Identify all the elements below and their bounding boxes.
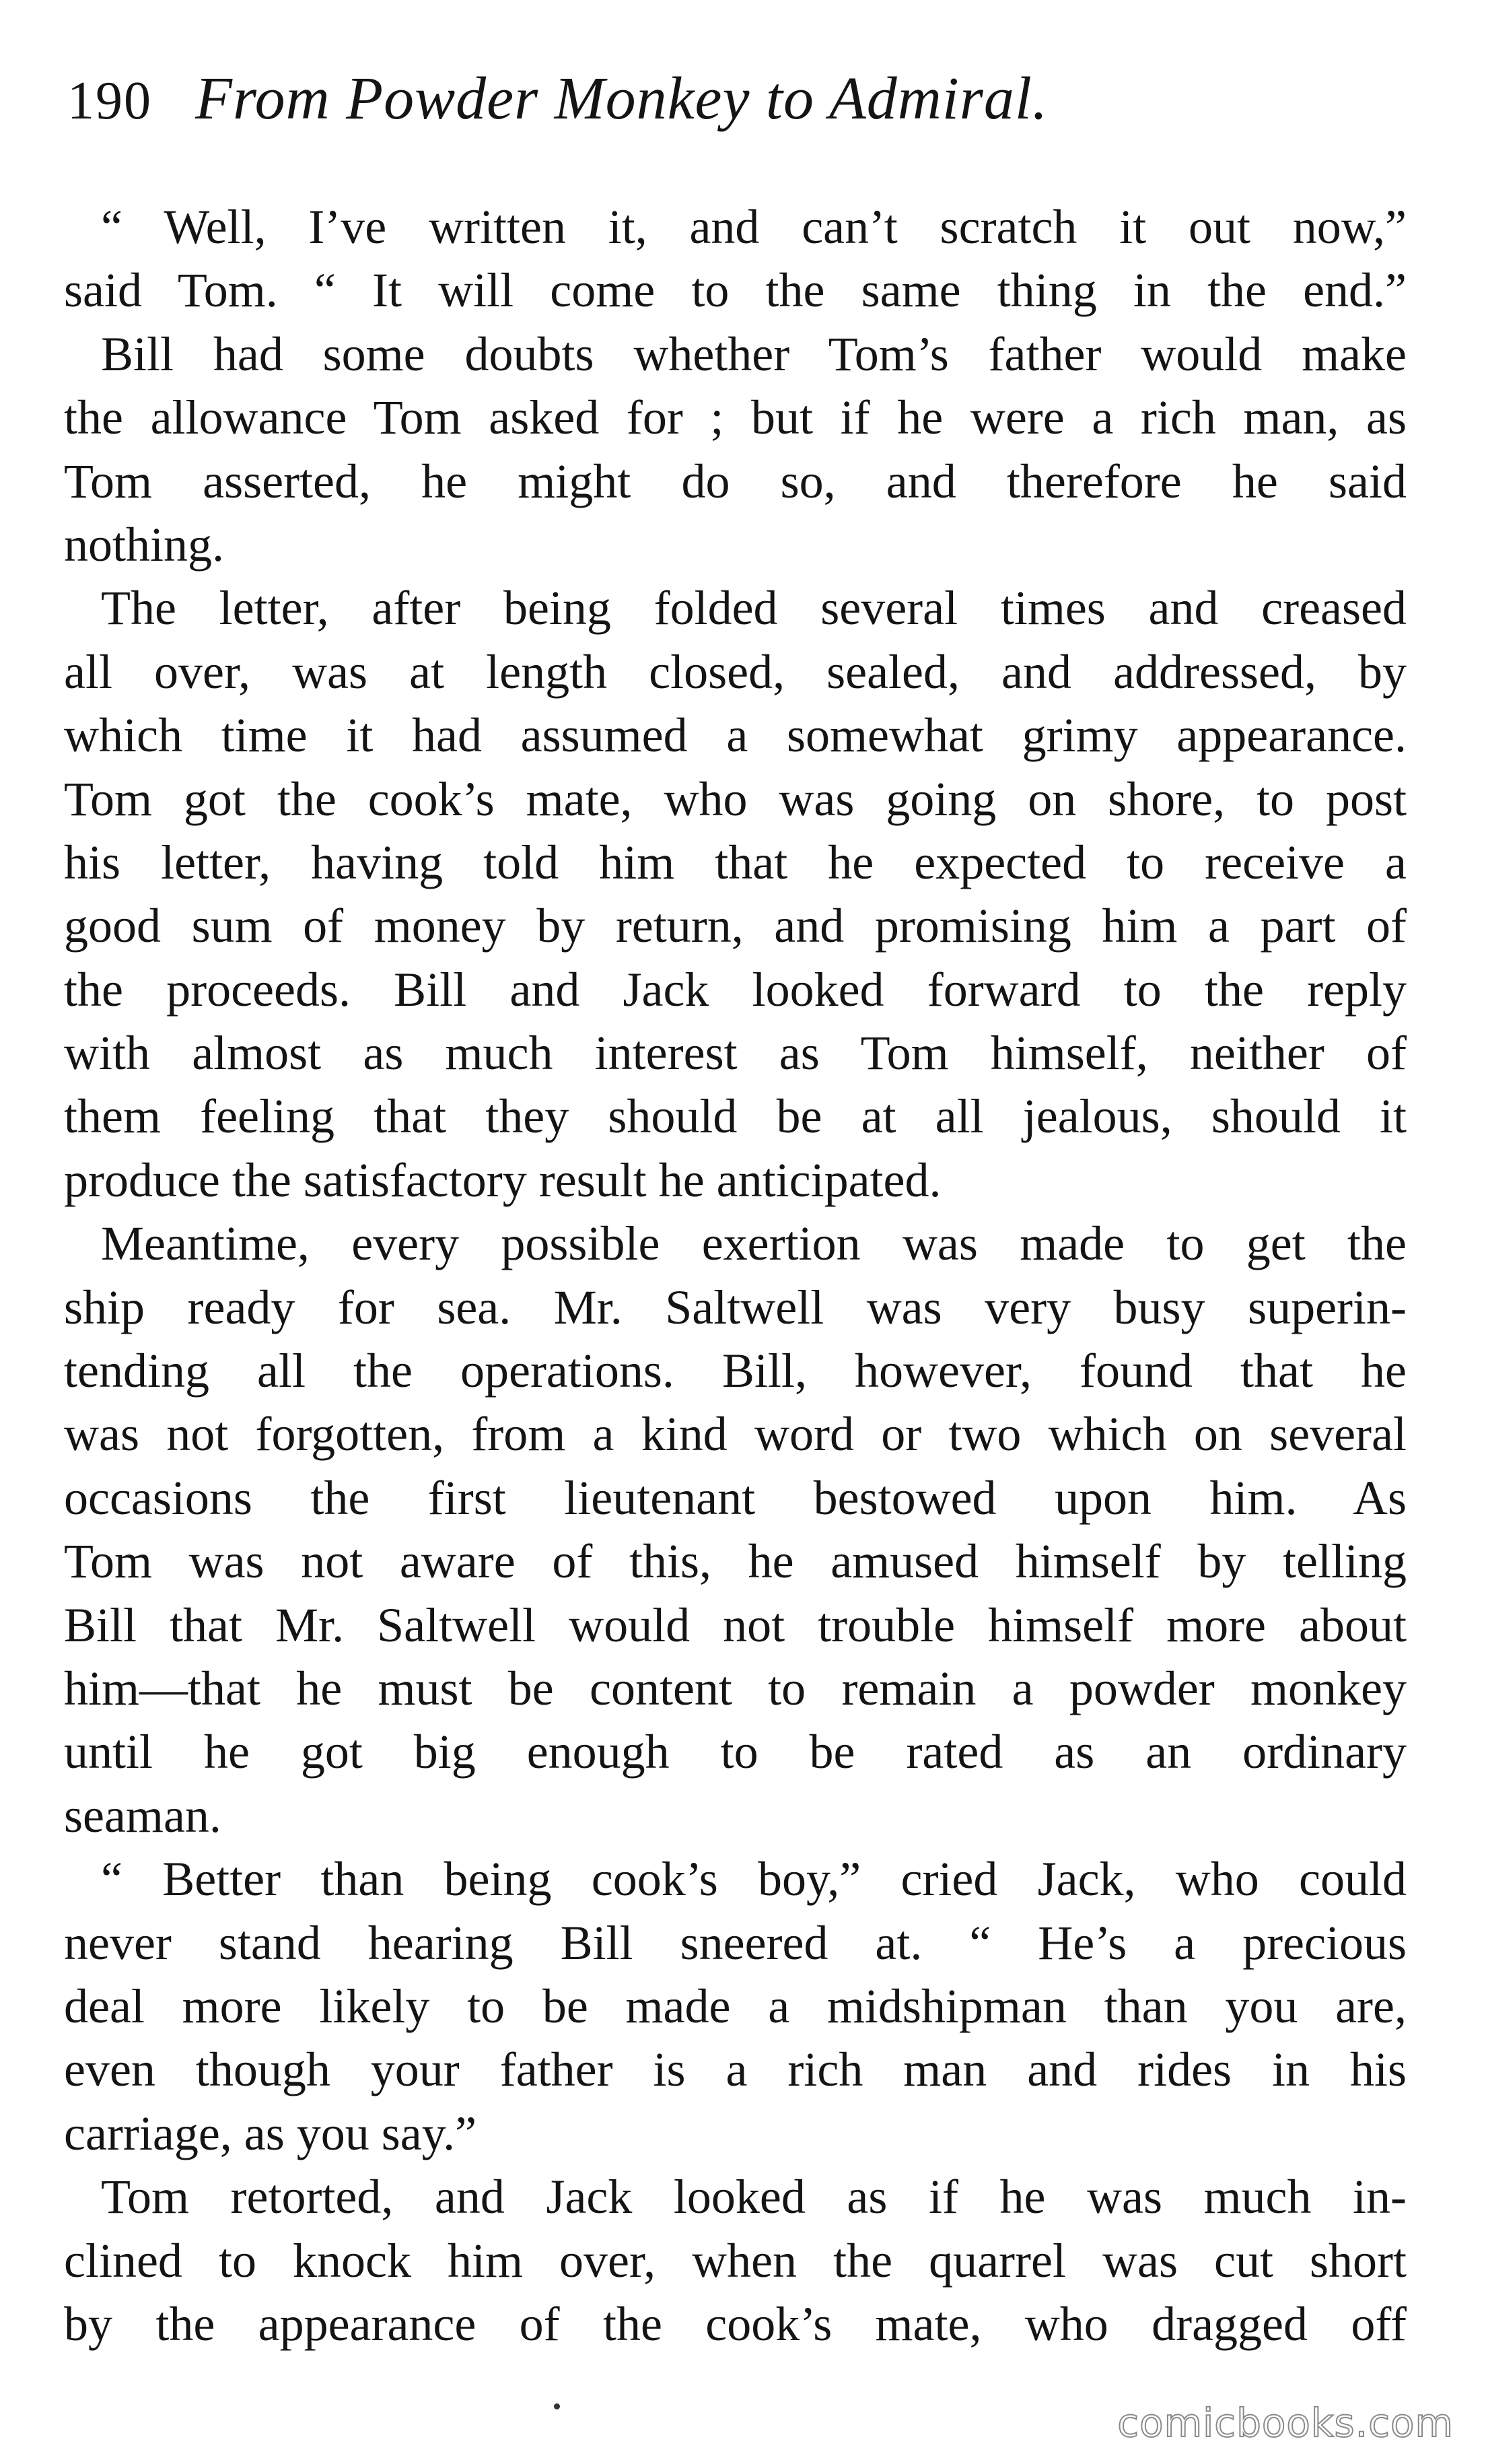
text-line: Tom asserted, he might do so, and therefore he said (64, 454, 1407, 508)
text-line: Bill that Mr. Saltwell would not trouble himself more about (64, 1598, 1407, 1652)
text-line: ship ready for sea. Mr. Saltwell was very busy superin- (64, 1280, 1407, 1334)
text-line: them feeling that they should be at all jealous, should it (64, 1089, 1407, 1144)
text-line: “ Well, I’ve written it, and can’t scratch it out now,” (101, 200, 1407, 254)
text-line: was not forgotten, from a kind word or two which on several (64, 1407, 1407, 1462)
text-line: “ Better than being cook’s boy,” cried Jack, who could (101, 1852, 1407, 1907)
watermark-text: comicbooks.com (1117, 2400, 1454, 2446)
text-line: carriage, as you say.” (64, 2106, 477, 2160)
text-line: tending all the operations. Bill, however, found that he (64, 1344, 1407, 1398)
running-title: From Powder Monkey to Admiral. (195, 65, 1049, 132)
page-number: 190 (67, 71, 152, 131)
text-line: produce the satisfactory result he anticipated. (64, 1153, 942, 1207)
text-line: good sum of money by return, and promising him a part of (64, 899, 1407, 953)
text-line: him—that he must be content to remain a powder monkey (64, 1661, 1407, 1715)
text-line: nothing. (64, 517, 225, 572)
text-line: with almost as much interest as Tom himself, neither of (64, 1026, 1407, 1081)
text-line: never stand hearing Bill sneered at. “ He’s a precious (64, 1915, 1407, 1970)
text-line: The letter, after being folded several times and creased (101, 581, 1407, 636)
text-line: Tom got the cook’s mate, who was going on shore, to post (64, 772, 1407, 826)
text-line: until he got big enough to be rated as an ordinary (64, 1725, 1407, 1779)
body-text (64, 195, 1407, 2356)
text-line: all over, was at length closed, sealed, and addressed, by (64, 644, 1407, 699)
text-line: which time it had assumed a somewhat grimy appearance. (64, 708, 1407, 763)
text-line: occasions the first lieutenant bestowed upon him. As (64, 1470, 1407, 1525)
text-line: deal more likely to be made a midshipman than you are, (64, 1979, 1407, 2033)
text-line: Tom retorted, and Jack looked as if he was much in- (101, 2170, 1407, 2224)
text-line: even though your father is a rich man and rides in his (64, 2043, 1407, 2097)
text-line: Bill had some doubts whether Tom’s father would make (101, 327, 1407, 381)
text-line: Meantime, every possible exertion was made to get the (101, 1217, 1407, 1271)
text-line: clined to knock him over, when the quarrel was cut short (64, 2233, 1407, 2288)
page-header (67, 64, 1319, 145)
text-line: the allowance Tom asked for ; but if he were a rich man, as (64, 390, 1407, 445)
text-line: the proceeds. Bill and Jack looked forward to the reply (64, 962, 1407, 1017)
printer-mark (554, 2403, 560, 2409)
text-line: his letter, having told him that he expected to receive a (64, 835, 1407, 889)
text-line: said Tom. “ It will come to the same thing in the end.” (64, 263, 1407, 318)
text-line: Tom was not aware of this, he amused himself by telling (64, 1534, 1407, 1589)
text-line: by the appearance of the cook’s mate, who dragged off (64, 2296, 1407, 2351)
text-line: seaman. (64, 1788, 221, 1843)
